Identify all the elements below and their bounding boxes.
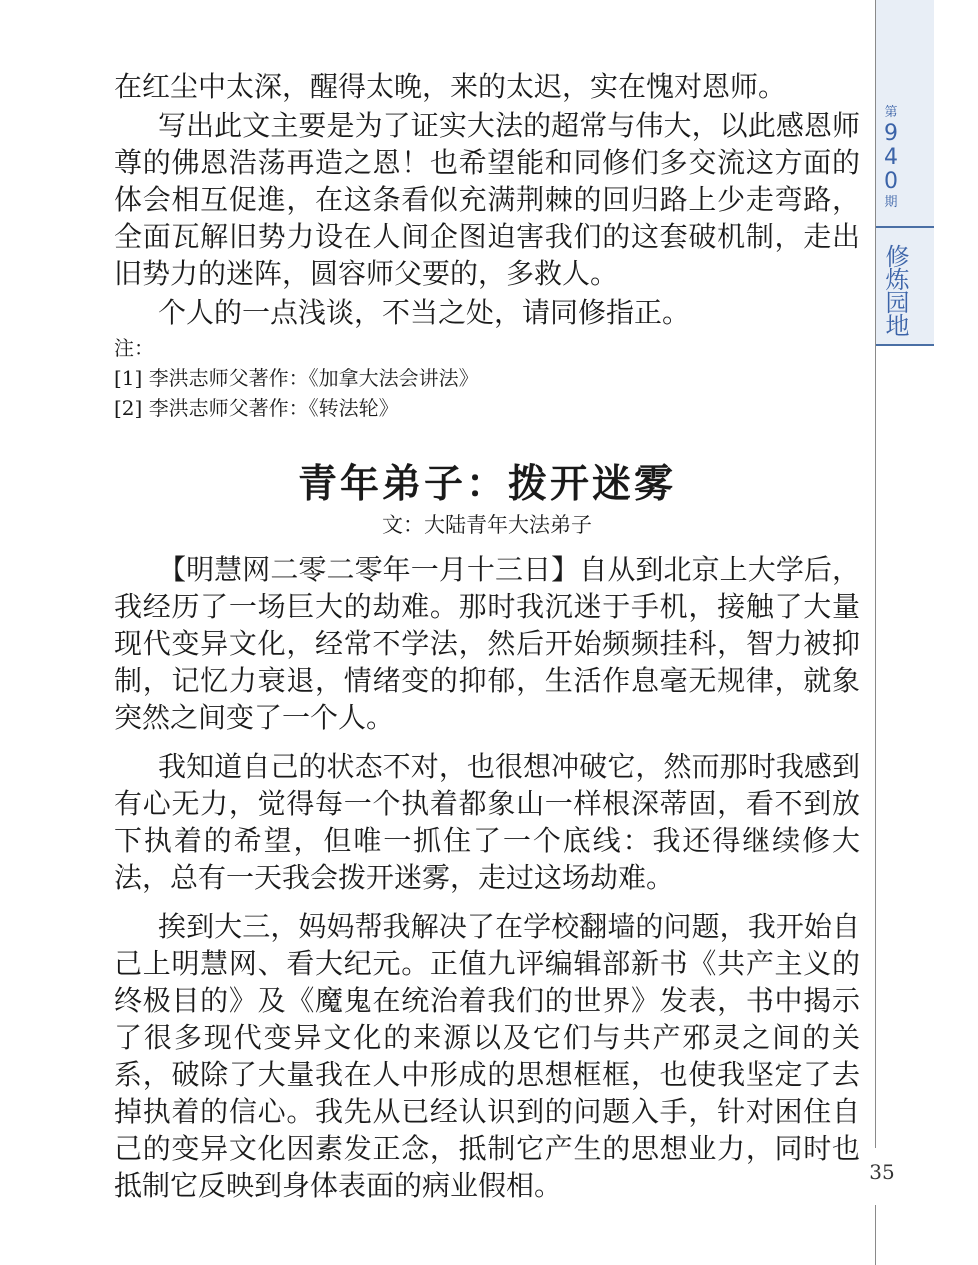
notes-label: 注： — [114, 336, 154, 360]
prev-paragraph-2: 写出此文主要是为了证实大法的超常与伟大，以此感恩师尊的佛恩浩荡再造之恩！也希望能和同修们多交流这方面的体会相互促進，在这条看似充满荆棘的回归路上少走弯路，全面瓦解旧势力设在人间企图迫害我们的这套破机制，走出旧势力的迷阵，圆容师父要的，多救人。 — [114, 109, 860, 290]
issue-prefix: 第 — [884, 105, 898, 120]
footnotes — [114, 333, 860, 423]
article-paragraph-1: 【明慧网二零二零年一月十三日】自从到北京上大学后，我经历了一场巨大的劫难。那时我沉迷于手机，接触了大量现代变异文化，经常不学法，然后开始频频挂科，智力被抑制，记忆力衰退，情绪变的抑郁，生活作息毫无规律，就象突然之间变了一个人。 — [114, 553, 860, 734]
page-content — [114, 68, 860, 1204]
article-byline: 文：大陆青年大法弟子 — [382, 513, 592, 537]
side-tab-bottom-rule — [876, 344, 934, 346]
article-paragraph-2: 我知道自己的状态不对，也很想冲破它，然而那时我感到有心无力，觉得每一个执着都象山一样根深蒂固，看不到放下执着的希望，但唯一抓住了一个底线：我还得继续修大法，总有一天我会拨开迷雾，走过这场劫难。 — [114, 750, 860, 894]
article-body — [114, 551, 860, 1204]
issue-digit-1: 9 — [884, 121, 898, 146]
issue-suffix: 期 — [884, 195, 898, 210]
prev-paragraph-3: 个人的一点浅谈，不当之处，请同修指正。 — [158, 296, 691, 329]
section-name: 修炼园地 — [881, 244, 909, 336]
issue-digit-2: 4 — [884, 145, 898, 170]
side-rule-bottom — [875, 1205, 876, 1265]
side-tab-divider — [876, 226, 934, 228]
article-title: 青年弟子：拨开迷雾 — [297, 462, 676, 507]
issue-number — [876, 104, 906, 212]
issue-digit-3: 0 — [884, 169, 898, 194]
page-number: 35 — [869, 1160, 895, 1184]
footnote-2: [2] 李洪志师父著作：《转法轮》 — [114, 396, 399, 420]
footnote-1: [1] 李洪志师父著作：《加拿大法会讲法》 — [114, 366, 479, 390]
article-paragraph-3: 挨到大三，妈妈帮我解决了在学校翻墙的问题，我开始自己上明慧网、看大纪元。正值九评编辑部新书《共产主义的终极目的》及《魔鬼在统治着我们的世界》发表，书中揭示了很多现代变异文化的来源以及它们与共产邪灵之间的关系，破除了大量我在人中形成的思想框框，也使我坚定了去掉执着的信心。我先从已经认识到的问题入手，针对困住自己的变异文化因素发正念，抵制它产生的思想业力，同时也抵制它反映到身体表面的病业假相。 — [114, 910, 860, 1202]
prev-paragraph-1: 在红尘中太深，醒得太晚，来的太迟，实在愧对恩师。 — [114, 70, 787, 103]
